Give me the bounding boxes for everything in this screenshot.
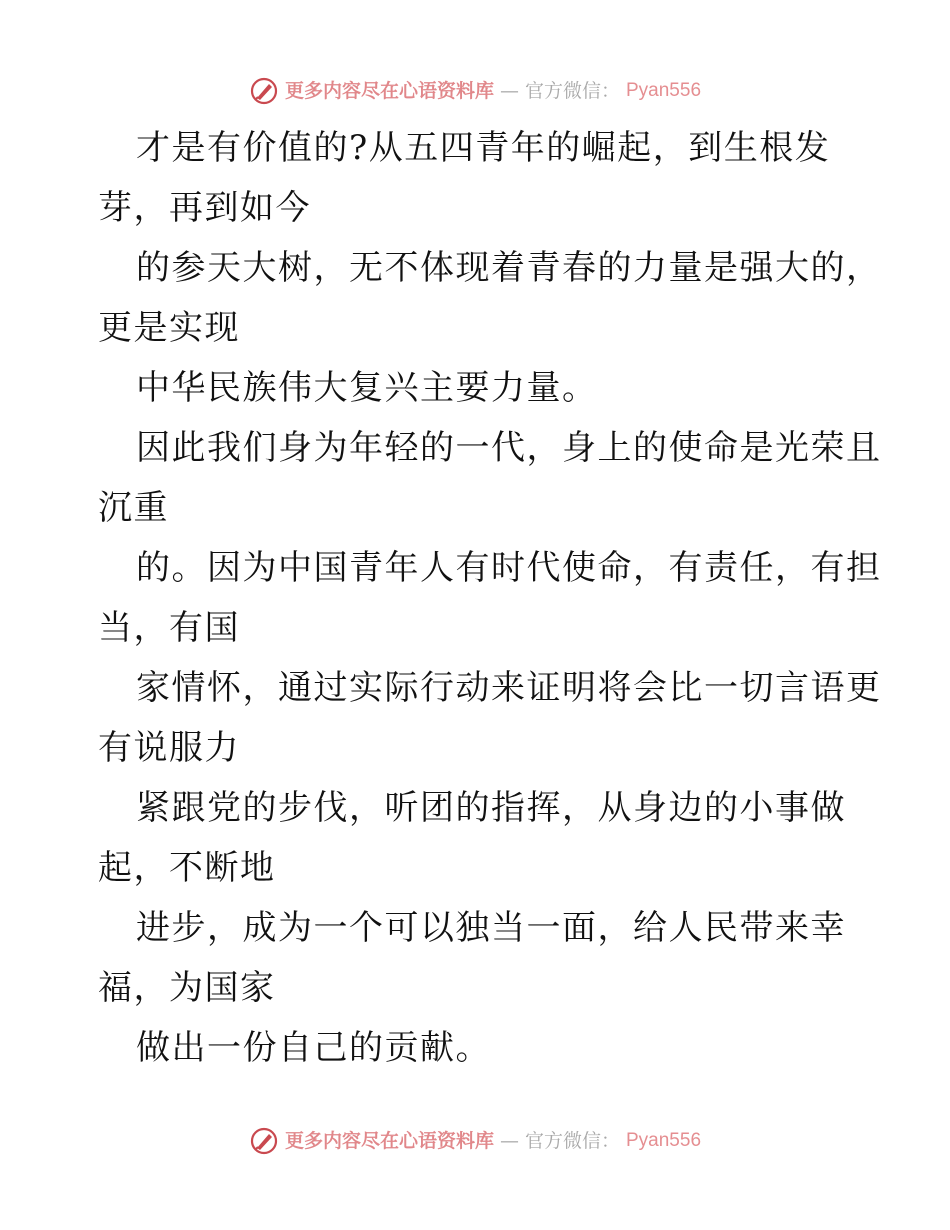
text-line: 紧跟党的步伐，听团的指挥，从身边的小事做 <box>136 788 846 828</box>
text-line: 家情怀，通过实际行动来证明将会比一切言语更 <box>136 668 882 708</box>
footer-watermark <box>0 1126 950 1156</box>
text-line: 的。因为中国青年人有时代使命，有责任，有担 <box>136 548 882 588</box>
watermark-dash: — <box>499 1130 519 1152</box>
text-line: 做出一份自己的贡献。 <box>136 1028 491 1068</box>
text-line: 中华民族伟大复兴主要力量。 <box>136 368 598 408</box>
watermark-main-text: 更多内容尽在心语资料库 <box>284 80 494 102</box>
quill-seal-icon <box>249 76 279 106</box>
watermark-main-text: 更多内容尽在心语资料库 <box>284 1130 494 1152</box>
watermark-dash: — <box>499 80 519 102</box>
text-line: 才是有价值的?从五四青年的崛起，到生根发 <box>136 128 831 168</box>
text-line: 沉重 <box>98 488 169 528</box>
watermark-label: 官方微信： <box>524 1130 620 1152</box>
text-line: 当，有国 <box>98 608 240 648</box>
text-line: 福，为国家 <box>98 968 276 1008</box>
watermark-wechat-id: Pyan556 <box>626 80 702 101</box>
text-line: 芽，再到如今 <box>98 188 311 228</box>
text-line: 有说服力 <box>98 728 240 768</box>
quill-seal-icon <box>249 1126 279 1156</box>
document-body <box>98 118 882 1078</box>
watermark-wechat-id: Pyan556 <box>626 1130 702 1151</box>
header-watermark <box>0 76 950 106</box>
text-line: 的参天大树，无不体现着青春的力量是强大的， <box>136 248 882 288</box>
text-line: 进步，成为一个可以独当一面，给人民带来幸 <box>136 908 846 948</box>
text-line: 起，不断地 <box>98 848 276 888</box>
text-line: 更是实现 <box>98 308 240 348</box>
watermark-label: 官方微信： <box>524 80 620 102</box>
text-line: 因此我们身为年轻的一代，身上的使命是光荣且 <box>136 428 882 468</box>
